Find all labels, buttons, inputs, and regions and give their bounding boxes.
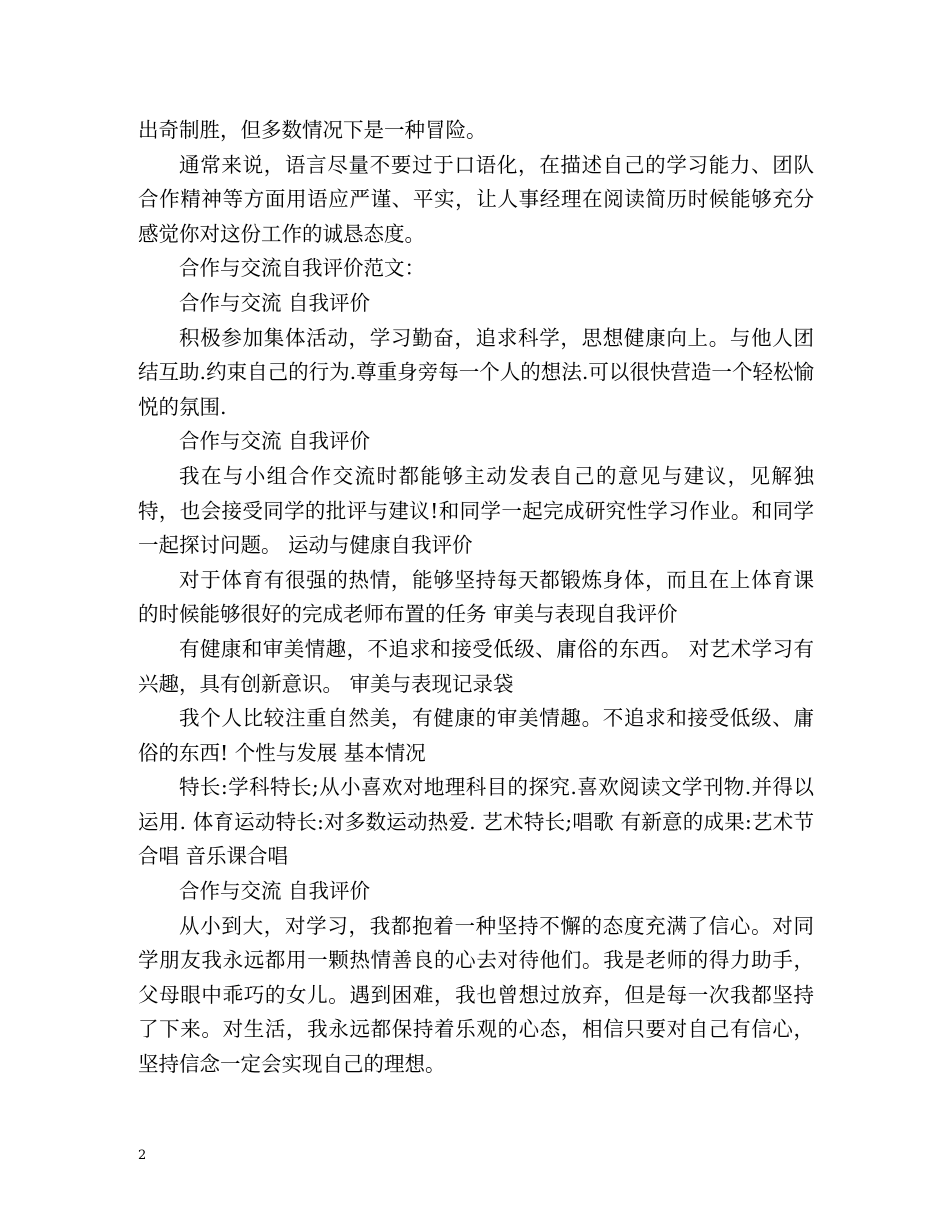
paragraph-6: 合作与交流 自我评价 bbox=[179, 429, 371, 454]
paragraph-5: 积极参加集体活动，学习勤奋，追求科学，思想健康向上。与他人团结互助.约束自己的行为.尊重身旁每一个人的想法.可以很快营造一个轻松愉悦的氛围. bbox=[138, 325, 814, 419]
paragraph-8: 对于体育有很强的热情，能够坚持每天都锻炼身体，而且在上体育课的时候能够很好的完成老师布置的任务 审美与表现自我评价 bbox=[138, 567, 814, 627]
paragraph-10: 我个人比较注重自然美，有健康的审美情趣。不追求和接受低级、庸俗的东西! 个性与发展 基本情况 bbox=[138, 706, 814, 765]
paragraph-4: 合作与交流 自我评价 bbox=[179, 290, 371, 315]
paragraph-2: 通常来说，语言尽量不要过于口语化，在描述自己的学习能力、团队合作精神等方面用语应严谨、平实，让人事经理在阅读简历时候能够充分感觉你对这份工作的诚恳态度。 bbox=[138, 152, 814, 246]
paragraph-3: 合作与交流自我评价范文： bbox=[179, 256, 425, 281]
document-body bbox=[138, 113, 814, 1082]
paragraph-9: 有健康和审美情趣，不追求和接受低级、庸俗的东西。 对艺术学习有兴趣，具有创新意识。 审美与表现记录袋 bbox=[138, 636, 814, 696]
paragraph-11: 特长:学科特长;从小喜欢对地理科目的探究.喜欢阅读文学刊物.并得以运用. 体育运动特长:对多数运动热爱. 艺术特长;唱歌 有新意的成果:艺术节合唱 音乐课合唱 bbox=[138, 775, 814, 869]
page-number: 2 bbox=[138, 1148, 147, 1163]
paragraph-13: 从小到大，对学习，我都抱着一种坚持不懈的态度充满了信心。对同学朋友我永远都用一颗热情善良的心去对待他们。我是老师的得力助手，父母眼中乖巧的女儿。遇到困难，我也曾想过放弃，但是每一次我都坚持了下来。对生活，我永远都保持着乐观的心态，相信只要对自己有信心，坚持信念一定会实现自己的理想。 bbox=[138, 913, 814, 1077]
paragraph-7: 我在与小组合作交流时都能够主动发表自己的意见与建议，见解独特，也会接受同学的批评与建议!和同学一起完成研究性学习作业。和同学一起探讨问题。 运动与健康自我评价 bbox=[138, 463, 814, 558]
paragraph-1: 出奇制胜，但多数情况下是一种冒险。 bbox=[138, 118, 487, 142]
paragraph-12: 合作与交流 自我评价 bbox=[179, 879, 371, 904]
